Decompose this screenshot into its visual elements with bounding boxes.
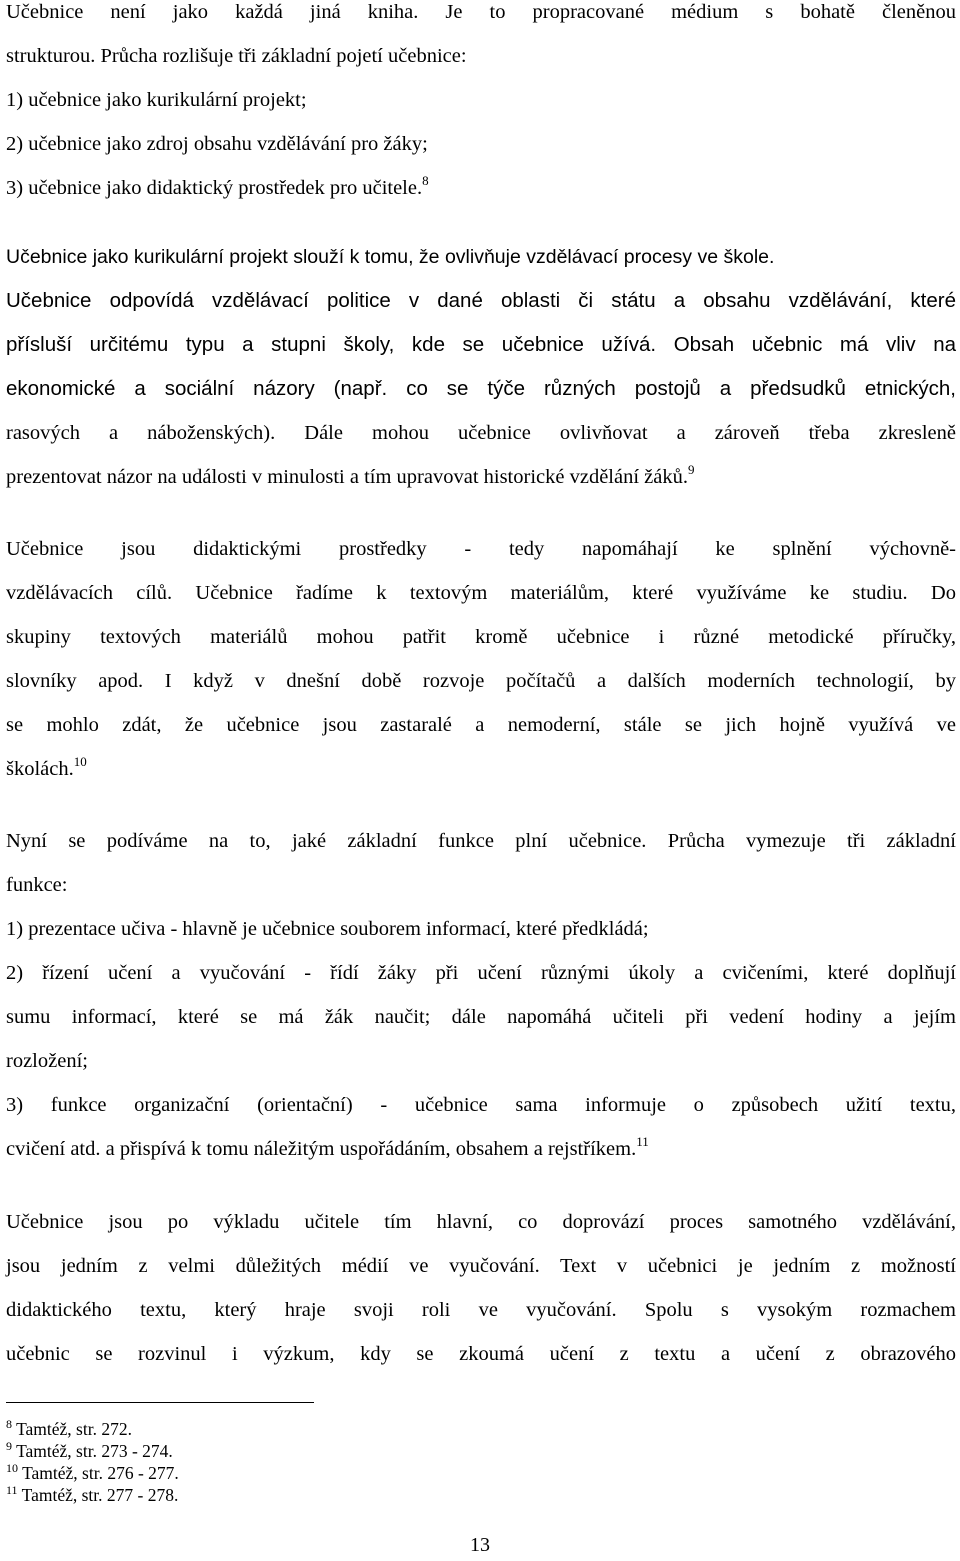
text-line-content: prezentovat názor na události v minulosti a tím upravovat historické vzdělání žáků. [6,466,688,488]
footnote-number: 10 [6,1461,18,1475]
text-line: rozložení; [6,1050,88,1072]
footnote-ref: 10 [73,754,87,769]
text-line: Učebnice není jako každá jiná kniha. Je to propracované médium s bohatě členěnou [6,1,956,23]
footnote-ref: 8 [422,173,429,188]
footnote-number: 9 [6,1439,12,1453]
footnote-ref: 9 [688,462,695,477]
footnote-separator [6,1402,314,1403]
text-line: se mohlo zdát, že učebnice jsou zastaralé a nemoderní, stále se jich hojně využívá ve [6,714,956,736]
text-line: slovníky apod. I když v dnešní době rozvoje počítačů a dalších moderních technologií, by [6,670,956,692]
text-line [6,1127,956,1171]
text-line: sumu informací, které se má žák naučit; dále napomáhá učiteli při vedení hodiny a jejím [6,1006,956,1028]
list-item: 2) učebnice jako zdroj obsahu vzdělávání pro žáky; [6,133,428,155]
text-line: učebnic se rozvinul i výzkum, kdy se zkoumá učení z textu a učení z obrazového [6,1343,956,1365]
text-line [6,455,956,499]
text-line: vzdělávacích cílů. Učebnice řadíme k textovým materiálům, které využíváme ke studiu. Do [6,582,956,604]
footnote-ref: 11 [636,1134,649,1149]
text-line-content: školách. [6,758,74,780]
text-line: strukturou. Průcha rozlišuje tři základní pojetí učebnice: [6,45,467,67]
footnote [6,1440,606,1462]
list-item: 1) prezentace učiva - hlavně je učebnice souborem informací, které předkládá; [6,918,649,940]
text-line: didaktického textu, který hraje svoji roli ve vyučování. Spolu s vysokým rozmachem [6,1299,956,1321]
footnote [6,1418,606,1440]
footnote-number: 8 [6,1417,12,1431]
footnote [6,1484,606,1506]
text-line: Učebnice jako kurikulární projekt slouží k tomu, že ovlivňuje vzdělávací procesy ve škole. [6,246,775,268]
footnote-text: Tamtéž, str. 277 - 278. [21,1485,179,1505]
text-line: skupiny textových materiálů mohou patřit kromě učebnice i různé metodické příručky, [6,626,956,648]
text-line: funkce: [6,874,68,896]
list-item: 2) řízení učení a vyučování - řídí žáky při učení různými úkoly a cvičeními, které doplňují [6,962,956,984]
text-line: přísluší určitému typu a stupni školy, kde se učebnice užívá. Obsah učebnic má vliv na [6,333,956,356]
list-item [6,166,956,210]
list-item: 3) funkce organizační (orientační) - učebnice sama informuje o způsobech užití textu, [6,1094,956,1116]
curricular-project-paragraph [6,235,956,499]
footnotes [6,1418,606,1506]
text-line: Nyní se podíváme na to, jaké základní funkce plní učebnice. Průcha vymezuje tři základní [6,830,956,852]
didactic-means-paragraph [6,527,956,791]
page-number: 13 [470,1534,490,1556]
footnote-text: Tamtéž, str. 272. [16,1419,132,1439]
text-line: rasových a náboženských). Dále mohou učebnice ovlivňovat a zároveň třeba zkresleně [6,422,956,444]
functions-paragraph [6,819,956,1171]
text-line: Učebnice jsou didaktickými prostředky - tedy napomáhají ke splnění výchovně- [6,538,956,560]
text-line: Učebnice odpovídá vzdělávací politice v dané oblasti či státu a obsahu vzdělávání, které [6,289,956,312]
footnote-text: Tamtéž, str. 273 - 274. [16,1441,173,1461]
text-line: Učebnice jsou po výkladu učitele tím hlavní, co doprovází proces samotného vzdělávání, [6,1211,956,1233]
textbook-text-paragraph [6,1200,956,1376]
intro-paragraph [6,0,956,210]
footnote-number: 11 [6,1483,18,1497]
text-line: ekonomické a sociální názory (např. co se týče různých postojů a předsudků etnických, [6,377,956,400]
footnote [6,1462,606,1484]
text-line-content: cvičení atd. a přispívá k tomu náležitým uspořádáním, obsahem a rejstříkem. [6,1138,637,1160]
list-item: 1) učebnice jako kurikulární projekt; [6,89,307,111]
list-item-text: 3) učebnice jako didaktický prostředek pro učitele. [6,177,423,199]
text-line: jsou jedním z velmi důležitých médií ve vyučování. Text v učebnici je jedním z možností [6,1255,956,1277]
footnote-text: Tamtéž, str. 276 - 277. [22,1463,179,1483]
text-line [6,747,956,791]
